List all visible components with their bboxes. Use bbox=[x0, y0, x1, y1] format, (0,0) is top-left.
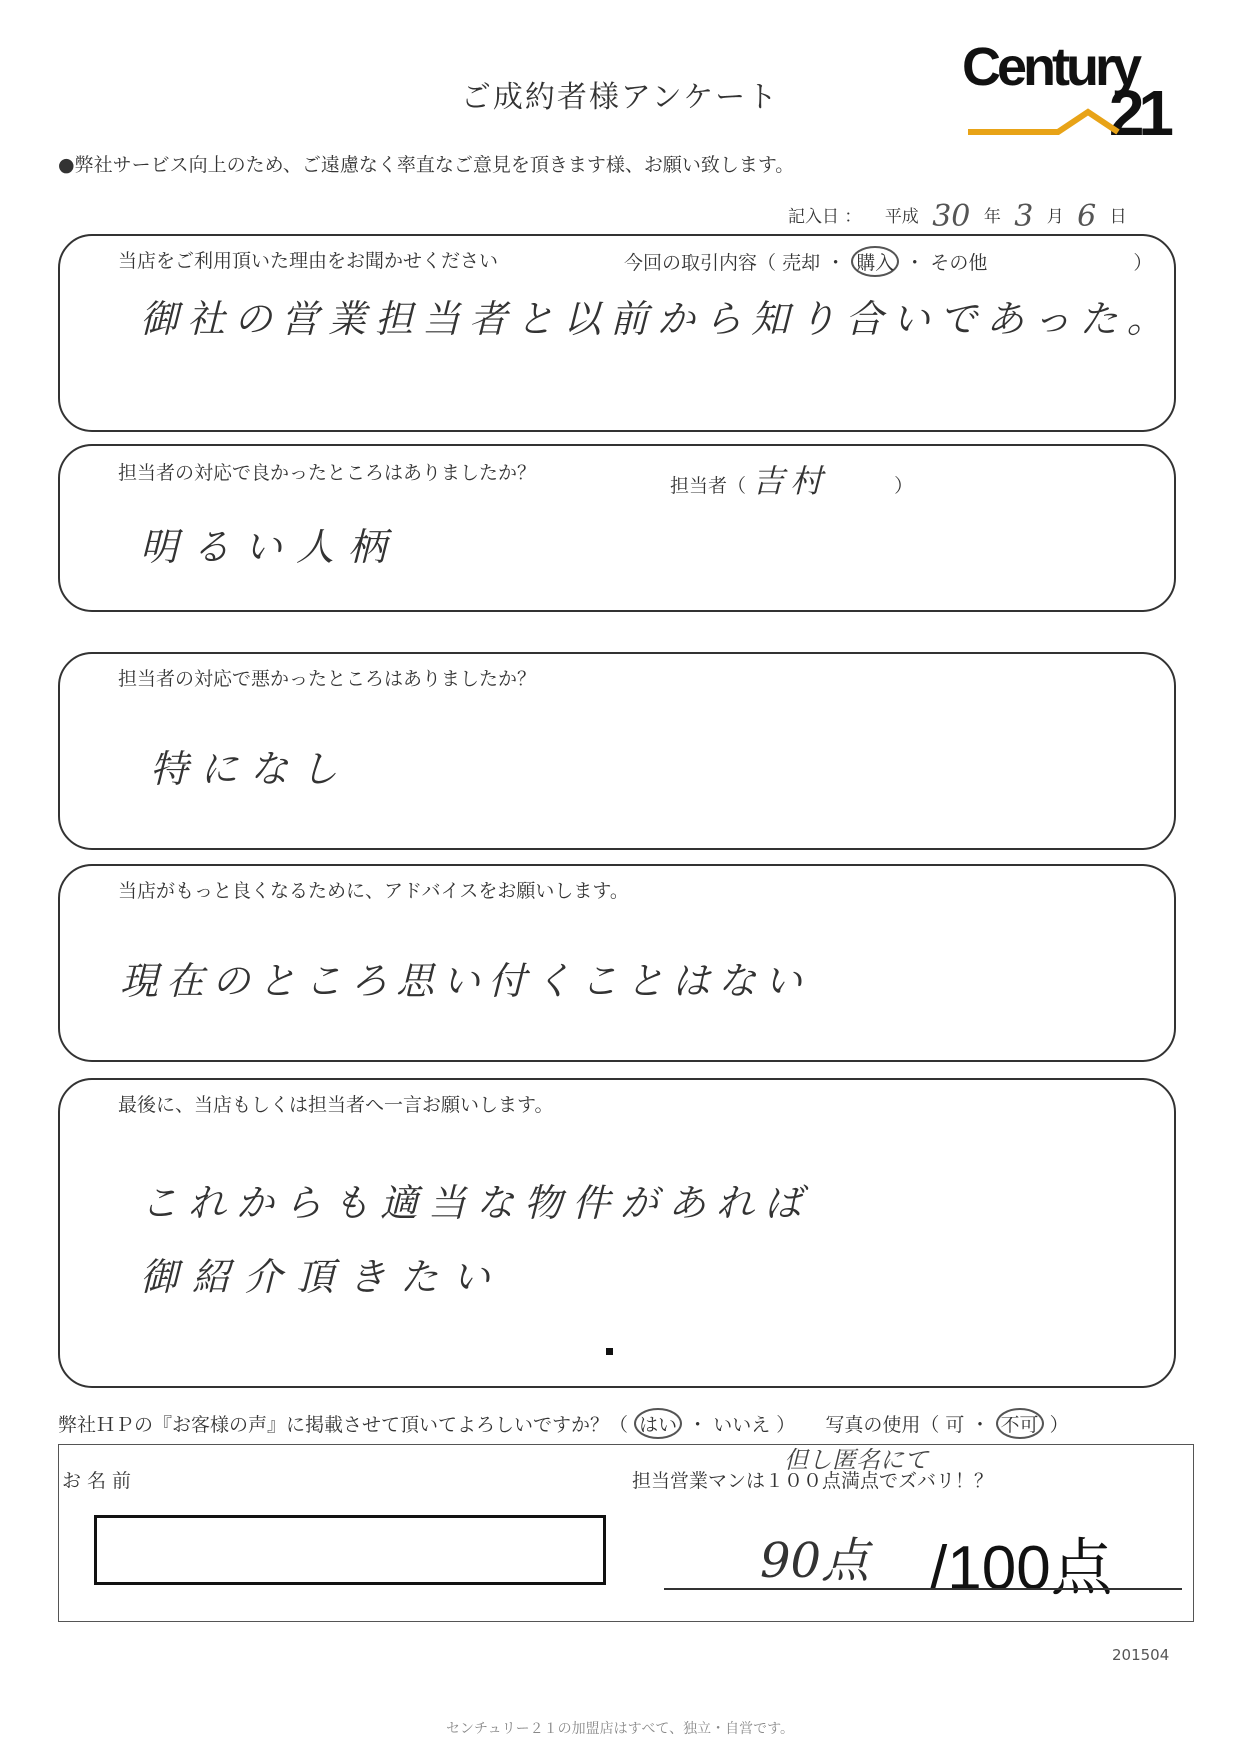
q4-answer: 現在のところ思い付くことはない bbox=[120, 959, 811, 1003]
date-era: 平成 bbox=[884, 207, 919, 227]
q1-option-other: その他 bbox=[930, 252, 988, 274]
photo-usage-label: 写真の使用（ bbox=[825, 1414, 940, 1436]
logo-number: 21 bbox=[1108, 77, 1168, 149]
entry-date bbox=[788, 195, 1127, 234]
question-box-5 bbox=[58, 1078, 1176, 1388]
q5-answer-line-1: これからも適当な物件があれば bbox=[140, 1181, 813, 1225]
franchise-disclaimer: センチュリー２１の加盟店はすべて、独立・自営です。 bbox=[446, 1721, 794, 1737]
q1-option-sell: 売却 bbox=[782, 252, 821, 274]
score-question: 担当営業マンは１００点満点でズバリ！？ bbox=[632, 1470, 994, 1492]
score-handwritten: 90点 bbox=[760, 1533, 870, 1589]
q1-option-buy-circled: 購入 bbox=[851, 246, 899, 277]
date-month: 3 bbox=[1014, 199, 1034, 234]
photo-ng-circled: 不可 bbox=[996, 1408, 1044, 1439]
publish-consent: 弊社ＨＰの『お客様の声』に掲載させて頂いてよろしいですか？（ はい ・ いいえ ） 写真の使用（ 可 ・ 不可 ） bbox=[58, 1408, 1069, 1439]
date-day-unit: 日 bbox=[1109, 207, 1127, 227]
date-year-unit: 年 bbox=[983, 207, 1001, 227]
date-month-unit: 月 bbox=[1046, 207, 1064, 227]
q3-question: 担当者の対応で悪かったところはありましたか？ bbox=[118, 668, 537, 690]
logo-wordmark: Century bbox=[962, 37, 1139, 97]
q4-question: 当店がもっと良くなるために、アドバイスをお願いします。 bbox=[118, 880, 629, 902]
q1-answer: 御社の営業担当者と以前から知り合いであった。 bbox=[140, 297, 1174, 341]
q2-answer: 明るい人柄 bbox=[140, 525, 401, 569]
intro-text: ●弊社サービス向上のため、ご遠慮なく率直なご意見を頂きます様、お願い致します。 bbox=[58, 154, 795, 176]
q5-answer-line-2: 御紹介頂きたい bbox=[140, 1255, 505, 1299]
form-code: 201504 bbox=[1112, 1646, 1170, 1664]
house-roof-icon bbox=[968, 106, 1128, 136]
q5-question: 最後に、当店もしくは担当者へ一言お願いします。 bbox=[118, 1094, 554, 1116]
survey-title: ご成約者様アンケート bbox=[460, 80, 780, 115]
q1-transaction: 今回の取引内容（ 売却 ・ 購入 ・ その他 ） bbox=[624, 246, 1152, 277]
date-year: 30 bbox=[932, 199, 971, 234]
anonymous-note: 但し匿名にて bbox=[784, 1446, 928, 1474]
q2-staff-name: 吉村 bbox=[752, 462, 829, 500]
date-day: 6 bbox=[1077, 199, 1097, 234]
q1-question: 当店をご利用頂いた理由をお聞かせください bbox=[118, 250, 499, 272]
date-label: 記入日 ： bbox=[788, 207, 862, 227]
stray-dot bbox=[606, 1348, 613, 1355]
photo-ok: 可 bbox=[945, 1414, 965, 1436]
consent-yes-circled: はい bbox=[634, 1408, 682, 1439]
consent-no: いいえ bbox=[713, 1414, 771, 1436]
score-underline bbox=[664, 1588, 1182, 1590]
score-printed: /100点 bbox=[930, 1534, 1113, 1603]
q2-question: 担当者の対応で良かったところはありましたか？ bbox=[118, 462, 537, 484]
q3-answer: 特になし bbox=[150, 747, 351, 791]
q2-staff: 担当者（ 吉村 ） bbox=[670, 462, 914, 500]
redacted-name-box bbox=[94, 1515, 606, 1585]
century21-logo bbox=[962, 36, 1182, 149]
name-label: お名前 bbox=[62, 1470, 138, 1492]
